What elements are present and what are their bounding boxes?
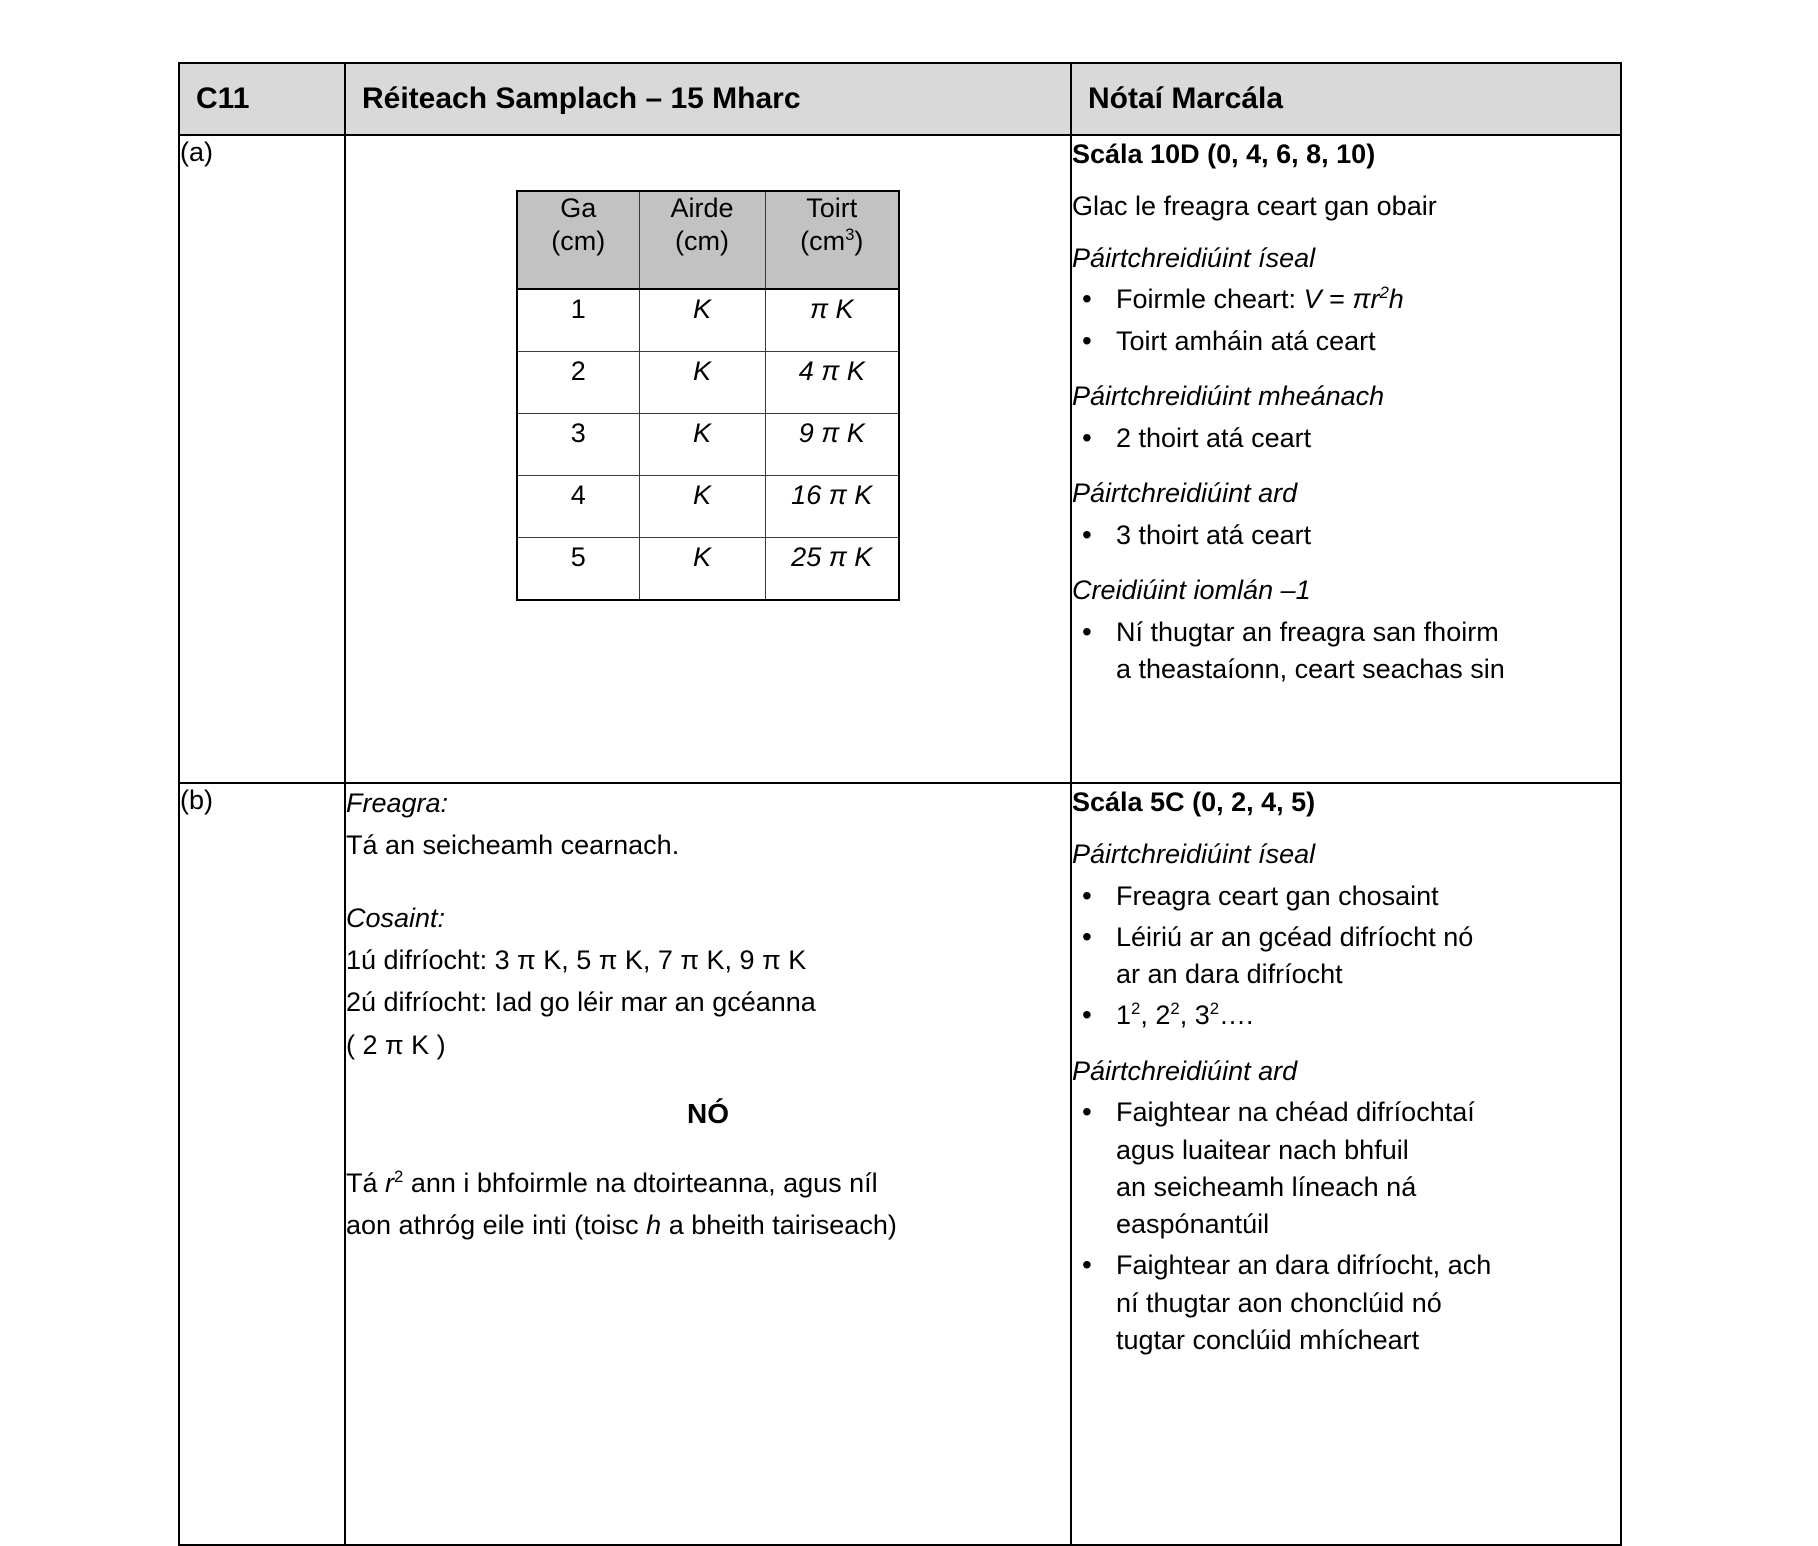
- part-a-full-heading: Creidiúint iomlán –1: [1072, 574, 1311, 605]
- table-header-row: [179, 63, 1621, 135]
- table-row: [517, 352, 899, 414]
- list-item-line: tugtar conclúid mhícheart: [1116, 1324, 1420, 1355]
- cell-ga: 3: [517, 414, 639, 476]
- part-b-low-heading: Páirtchreidiúint íseal: [1072, 838, 1316, 869]
- inner-col-header-toirt-unit-close: ): [854, 225, 864, 256]
- alt-exponent: 2: [394, 1166, 404, 1186]
- list-item: [1112, 1247, 1620, 1359]
- inner-col-header-ga-unit: (cm): [551, 225, 606, 256]
- list-item: [1112, 919, 1620, 994]
- square-3: , 3: [1179, 1000, 1210, 1031]
- list-item-line: • Faightear an dara difríocht, ach: [1116, 1250, 1492, 1281]
- inner-table-header-row: [517, 191, 899, 289]
- table-row-part-a: [179, 135, 1621, 783]
- part-b-notes-cell: [1071, 783, 1621, 1545]
- part-b-second-difference: 2ú difríocht: Iad go léir mar an gcéanna: [346, 987, 816, 1018]
- alt-text-d: a bheith tairiseach): [661, 1210, 897, 1241]
- part-b-answer-text: Tá an seicheamh cearnach.: [346, 830, 680, 861]
- cell-toirt: 25 π K: [765, 538, 899, 601]
- cell-toirt: 4 π K: [765, 352, 899, 414]
- cell-toirt: 9 π K: [765, 414, 899, 476]
- part-a-scale: Scála 10D (0, 4, 6, 8, 10): [1072, 139, 1376, 169]
- inner-col-header-ga-name: Ga: [560, 193, 597, 223]
- formula-v: V: [1303, 284, 1322, 315]
- list-item: [1112, 1094, 1620, 1243]
- cell-airde: K: [639, 476, 765, 538]
- list-item-line: • Ní thugtar an freagra san fhoirm: [1116, 616, 1499, 647]
- part-a-mid-heading: Páirtchreidiúint mheánach: [1072, 380, 1385, 411]
- formula-eq: =: [1321, 284, 1353, 315]
- marking-scheme-table: [178, 62, 1622, 1546]
- part-a-high-bullets: [1072, 517, 1620, 554]
- inner-col-header-airde-name: Airde: [670, 193, 734, 223]
- formula-h: h: [1388, 284, 1404, 315]
- part-a-low-heading: Páirtchreidiúint íseal: [1072, 242, 1316, 273]
- cell-ga: 2: [517, 352, 639, 414]
- inner-table-wrapper: [346, 136, 1070, 601]
- part-a-high-heading: Páirtchreidiúint ard: [1072, 477, 1298, 508]
- part-b-solution-cell: [345, 783, 1071, 1545]
- inner-col-header-toirt: [765, 191, 899, 289]
- part-a-solution-cell: [345, 135, 1071, 783]
- square-3-exp: 2: [1209, 999, 1220, 1019]
- cell-ga: 1: [517, 289, 639, 352]
- table-row: [517, 414, 899, 476]
- part-b-answer-heading: Freagra:: [346, 788, 449, 818]
- part-b-alt-line-1: [346, 1164, 1070, 1202]
- list-item: [1112, 614, 1620, 689]
- square-tail: ….: [1219, 1000, 1254, 1031]
- part-b-defence-heading: Cosaint:: [346, 902, 446, 933]
- cell-airde: K: [639, 289, 765, 352]
- list-item-line: • Léiriú ar an gcéad difríocht nó: [1116, 921, 1474, 952]
- list-item: • Freagra ceart gan chosaint: [1112, 878, 1620, 915]
- formula-pi: π: [1352, 284, 1371, 315]
- part-a-label: (a): [179, 135, 345, 783]
- alt-text-a: Tá: [346, 1167, 386, 1198]
- part-b-scale: Scála 5C (0, 2, 4, 5): [1072, 787, 1316, 817]
- list-item-line: a theastaíonn, ceart seachas sin: [1116, 654, 1505, 685]
- list-item: • 3 thoirt atá ceart: [1112, 517, 1620, 554]
- part-b-high-bullets: [1072, 1094, 1620, 1359]
- part-b-alt-line-2: [346, 1206, 1070, 1244]
- inner-col-header-toirt-unit-base: (cm: [800, 225, 846, 256]
- cell-airde: K: [639, 414, 765, 476]
- list-item-line: ní thugtar aon chonclúid nó: [1116, 1287, 1442, 1318]
- part-a-low-bullets: [1072, 281, 1620, 360]
- header-notes-title: Nótaí Marcála: [1071, 63, 1621, 135]
- list-item-line: an seicheamh líneach ná: [1116, 1171, 1417, 1202]
- part-b-first-difference: 1ú difríocht: 3 π K, 5 π K, 7 π K, 9 π K: [346, 944, 807, 975]
- list-item-line: ar an dara difríocht: [1116, 959, 1343, 990]
- alt-r: r: [385, 1167, 395, 1198]
- table-row: [517, 538, 899, 601]
- part-b-label: (b): [179, 783, 345, 1545]
- list-item-line: • Faightear na chéad difríochtaí: [1116, 1097, 1475, 1128]
- cell-airde: K: [639, 538, 765, 601]
- cell-airde: K: [639, 352, 765, 414]
- list-item-line: easpónantúil: [1116, 1209, 1270, 1240]
- cell-ga: 5: [517, 538, 639, 601]
- header-question-code: C11: [179, 63, 345, 135]
- square-1-exp: 2: [1131, 999, 1141, 1019]
- header-solution-title: Réiteach Samplach – 15 Mharc: [345, 63, 1071, 135]
- alt-h: h: [646, 1210, 662, 1241]
- cell-toirt: 16 π K: [765, 476, 899, 538]
- formula-r: r: [1370, 284, 1380, 315]
- part-b-low-bullets: [1072, 878, 1620, 1035]
- formula-exponent: 2: [1379, 283, 1389, 303]
- inner-col-header-toirt-unit-sup: 3: [845, 224, 855, 244]
- table-row: [517, 476, 899, 538]
- inner-col-header-airde: [639, 191, 765, 289]
- part-a-notes-cell: [1071, 135, 1621, 783]
- list-item: • 2 thoirt atá ceart: [1112, 420, 1620, 457]
- formula-prefix: Foirmle cheart:: [1116, 284, 1304, 315]
- square-2-exp: 2: [1170, 999, 1180, 1019]
- cylinder-volume-table: [516, 190, 900, 601]
- list-item-line: agus luaitear nach bhfuil: [1116, 1134, 1409, 1165]
- list-item: [1112, 997, 1620, 1034]
- part-b-or-label: NÓ: [687, 1097, 729, 1129]
- part-a-accept-line: Glac le freagra ceart gan obair: [1072, 190, 1437, 221]
- part-b-second-difference-value: ( 2 π K ): [346, 1029, 446, 1060]
- table-row-part-b: [179, 783, 1621, 1545]
- alt-text-c: aon athróg eile inti (toisc: [346, 1210, 647, 1241]
- table-row: [517, 289, 899, 352]
- part-b-high-heading: Páirtchreidiúint ard: [1072, 1055, 1298, 1086]
- list-item: [1112, 281, 1620, 318]
- inner-col-header-ga: [517, 191, 639, 289]
- part-a-full-bullets: [1072, 614, 1620, 689]
- cell-ga: 4: [517, 476, 639, 538]
- part-a-mid-bullets: [1072, 420, 1620, 457]
- square-1: 1: [1116, 1000, 1132, 1031]
- alt-text-b: ann i bhfoirmle na dtoirteanna, agus níl: [403, 1167, 878, 1198]
- cell-toirt: π K: [765, 289, 899, 352]
- inner-col-header-toirt-unit: [800, 226, 863, 256]
- square-2: , 2: [1140, 1000, 1171, 1031]
- inner-col-header-airde-unit: (cm): [675, 225, 729, 256]
- inner-col-header-toirt-name: Toirt: [806, 193, 858, 223]
- list-item: • Toirt amháin atá ceart: [1112, 323, 1620, 360]
